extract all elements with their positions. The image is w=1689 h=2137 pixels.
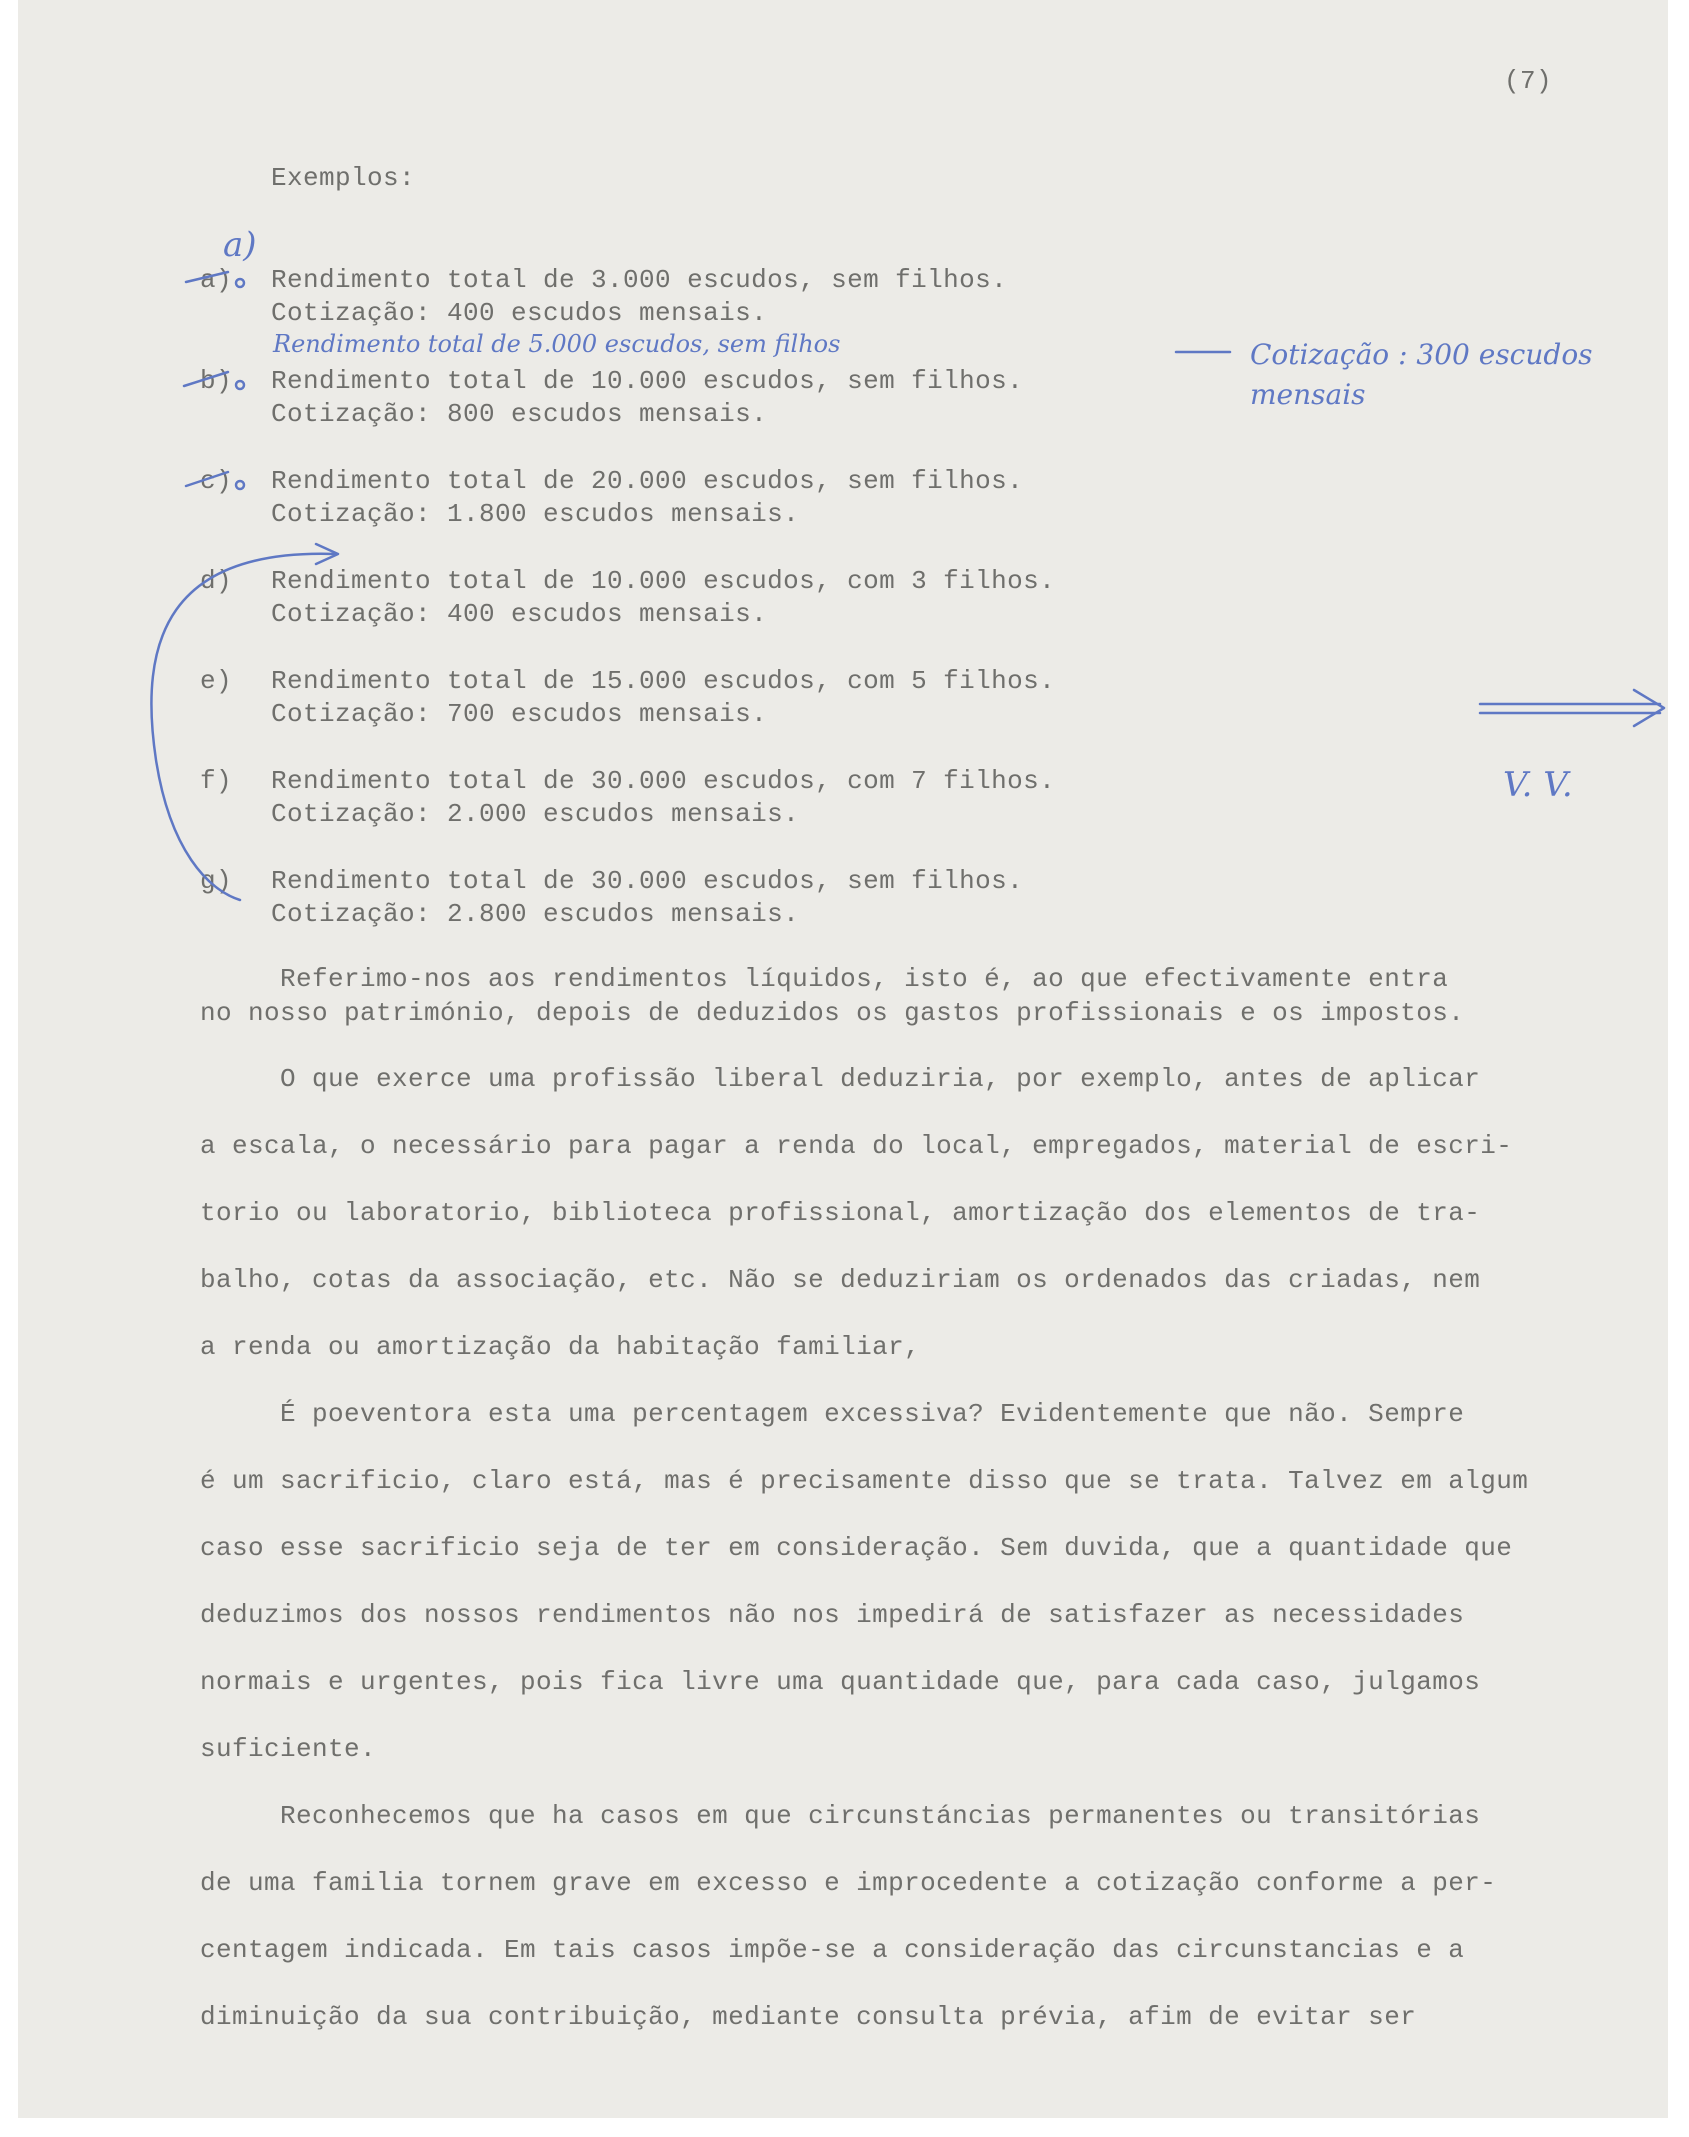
- example-label: b): [200, 366, 233, 396]
- handwritten-margin-note: Cotização : 300 escudos mensais: [1250, 338, 1593, 411]
- body-line: a escala, o necessário para pagar a renda do local, empregados, material de escri-: [200, 1131, 1513, 1161]
- arrowhead: [1634, 690, 1664, 726]
- example-line: Cotização: 2.800 escudos mensais.: [271, 899, 800, 929]
- example-line: Cotização: 700 escudos mensais.: [271, 699, 768, 729]
- document-page: [18, 0, 1668, 2118]
- handwritten-group-letter: a): [223, 225, 257, 265]
- example-line: Rendimento total de 30.000 escudos, sem filhos.: [271, 866, 1024, 896]
- bracket-arrow: [151, 554, 336, 900]
- example-label: e): [200, 666, 233, 696]
- example-label: g): [200, 866, 233, 896]
- strikethrough-mark: [184, 372, 228, 386]
- bullet-mark: [236, 381, 244, 389]
- body-line: de uma familia tornem grave em excesso e improcedente a cotização conforme a per-: [200, 1868, 1497, 1898]
- body-line: Reconhecemos que ha casos em que circunstáncias permanentes ou transitórias: [200, 1801, 1481, 1831]
- example-label: d): [200, 566, 233, 596]
- example-line: Cotização: 400 escudos mensais.: [271, 298, 768, 328]
- strikethrough-mark: [186, 272, 228, 282]
- body-line: suficiente.: [200, 1734, 377, 1764]
- example-line: Rendimento total de 3.000 escudos, sem filhos.: [271, 265, 1008, 295]
- body-line: diminuição da sua contribuição, mediante consulta prévia, afim de evitar ser: [200, 2002, 1417, 2032]
- handwritten-inserted-line: Rendimento total de 5.000 escudos, sem filhos: [273, 330, 841, 358]
- body-line: no nosso património, depois de deduzidos os gastos profissionais e os impostos.: [200, 998, 1465, 1028]
- example-line: Cotização: 800 escudos mensais.: [271, 399, 768, 429]
- body-line: a renda ou amortização da habitação familiar,: [200, 1332, 921, 1362]
- body-line: É poeventora esta uma percentagem excessiva? Evidentemente que não. Sempre: [200, 1399, 1465, 1429]
- example-line: Rendimento total de 30.000 escudos, com 7 filhos.: [271, 766, 1056, 796]
- body-line: torio ou laboratorio, biblioteca profissional, amortização dos elementos de tra-: [200, 1198, 1481, 1228]
- bullet-mark: [236, 279, 244, 287]
- example-label: f): [200, 766, 233, 796]
- handwritten-initials: V. V.: [1503, 765, 1573, 805]
- annotation-marks: [18, 0, 1668, 2118]
- example-label: a): [200, 265, 233, 295]
- example-line: Rendimento total de 20.000 escudos, sem filhos.: [271, 466, 1024, 496]
- example-label: c): [200, 466, 233, 496]
- bullet-mark: [236, 481, 244, 489]
- strikethrough-mark: [186, 472, 228, 486]
- body-line: caso esse sacrificio seja de ter em consideração. Sem duvida, que a quantidade que: [200, 1533, 1513, 1563]
- body-line: Referimo-nos aos rendimentos líquidos, isto é, ao que efectivamente entra: [200, 964, 1449, 994]
- example-line: Rendimento total de 10.000 escudos, com 3 filhos.: [271, 566, 1056, 596]
- body-line: deduzimos dos nossos rendimentos não nos impedirá de satisfazer as necessidades: [200, 1600, 1465, 1630]
- body-line: normais e urgentes, pois fica livre uma quantidade que, para cada caso, julgamos: [200, 1667, 1481, 1697]
- example-line: Cotização: 400 escudos mensais.: [271, 599, 768, 629]
- examples-heading: Exemplos:: [271, 163, 416, 193]
- body-line: é um sacrificio, claro está, mas é precisamente disso que se trata. Talvez em algum: [200, 1466, 1529, 1496]
- example-line: Rendimento total de 10.000 escudos, sem filhos.: [271, 366, 1024, 396]
- example-line: Cotização: 2.000 escudos mensais.: [271, 799, 800, 829]
- body-line: O que exerce uma profissão liberal deduziria, por exemplo, antes de aplicar: [200, 1064, 1481, 1094]
- example-line: Cotização: 1.800 escudos mensais.: [271, 499, 800, 529]
- body-line: balho, cotas da associação, etc. Não se deduziriam os ordenados das criadas, nem: [200, 1265, 1481, 1295]
- example-line: Rendimento total de 15.000 escudos, com 5 filhos.: [271, 666, 1056, 696]
- page-number: (7): [1504, 66, 1553, 96]
- body-line: centagem indicada. Em tais casos impõe-se a consideração das circunstancias e a: [200, 1935, 1465, 1965]
